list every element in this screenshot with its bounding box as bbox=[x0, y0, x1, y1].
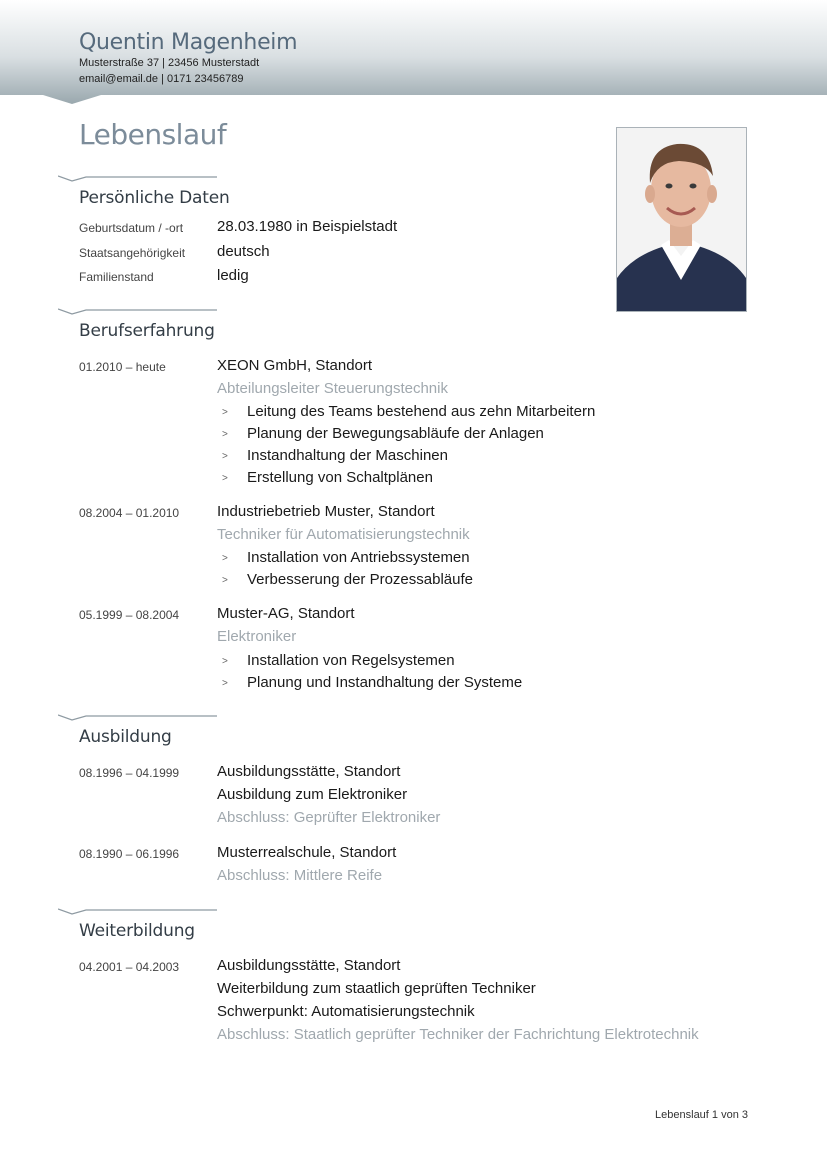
experience-bullet: Verbesserung der Prozessabläufe bbox=[247, 571, 473, 588]
document-title: Lebenslauf bbox=[79, 118, 227, 151]
portrait-photo bbox=[616, 127, 747, 312]
education-period: 08.1996 – 04.1999 bbox=[79, 766, 180, 780]
education-result: Abschluss: Mittlere Reife bbox=[217, 867, 383, 884]
label-marital-status: Familienstand bbox=[79, 270, 154, 284]
bullet-icon: > bbox=[222, 407, 228, 418]
experience-bullet: Installation von Regelsystemen bbox=[247, 652, 455, 669]
training-line: Ausbildungsstätte, Standort bbox=[217, 957, 401, 974]
address-line: Musterstraße 37 | 23456 Musterstadt bbox=[79, 57, 260, 69]
bullet-icon: > bbox=[222, 451, 228, 462]
experience-period: 08.2004 – 01.2010 bbox=[79, 506, 180, 520]
section-divider bbox=[58, 307, 218, 317]
section-divider bbox=[58, 907, 218, 917]
experience-bullet: Installation von Antriebssystemen bbox=[247, 549, 470, 566]
training-result: Abschluss: Staatlich geprüfter Techniker der Fachrichtung Elektrotechnik bbox=[217, 1026, 699, 1043]
value-marital-status: ledig bbox=[217, 267, 249, 284]
experience-bullet: Planung der Bewegungsabläufe der Anlagen bbox=[247, 425, 544, 442]
label-nationality: Staatsangehörigkeit bbox=[79, 246, 186, 260]
bullet-icon: > bbox=[222, 429, 228, 440]
section-title-personal: Persönliche Daten bbox=[79, 188, 230, 208]
section-title-training: Weiterbildung bbox=[79, 921, 195, 941]
value-nationality: deutsch bbox=[217, 243, 270, 260]
experience-role: Techniker für Automatisierungstechnik bbox=[217, 526, 470, 543]
experience-role: Elektroniker bbox=[217, 628, 297, 645]
experience-company: Muster-AG, Standort bbox=[217, 605, 355, 622]
experience-role: Abteilungsleiter Steuerungstechnik bbox=[217, 380, 448, 397]
experience-company: XEON GmbH, Standort bbox=[217, 357, 373, 374]
page-footer: Lebenslauf 1 von 3 bbox=[655, 1109, 748, 1121]
bullet-icon: > bbox=[222, 678, 228, 689]
education-line: Ausbildungsstätte, Standort bbox=[217, 763, 401, 780]
experience-bullet: Instandhaltung der Maschinen bbox=[247, 447, 448, 464]
education-result: Abschluss: Geprüfter Elektroniker bbox=[217, 809, 441, 826]
education-period: 08.1990 – 06.1996 bbox=[79, 847, 180, 861]
training-line: Schwerpunkt: Automatisierungstechnik bbox=[217, 1003, 475, 1020]
bullet-icon: > bbox=[222, 473, 228, 484]
education-line: Musterrealschule, Standort bbox=[217, 844, 397, 861]
section-divider bbox=[58, 713, 218, 723]
experience-company: Industriebetrieb Muster, Standort bbox=[217, 503, 435, 520]
experience-bullet: Erstellung von Schaltplänen bbox=[247, 469, 433, 486]
training-line: Weiterbildung zum staatlich geprüften Techniker bbox=[217, 980, 536, 997]
contact-line: email@email.de | 0171 23456789 bbox=[79, 73, 244, 85]
value-birth: 28.03.1980 in Beispielstadt bbox=[217, 218, 398, 235]
section-title-experience: Berufserfahrung bbox=[79, 321, 215, 341]
education-line: Ausbildung zum Elektroniker bbox=[217, 786, 408, 803]
label-birth: Geburtsdatum / -ort bbox=[79, 221, 184, 235]
experience-bullet: Planung und Instandhaltung der Systeme bbox=[247, 674, 523, 691]
section-divider bbox=[58, 174, 218, 184]
training-period: 04.2001 – 04.2003 bbox=[79, 960, 180, 974]
applicant-name: Quentin Magenheim bbox=[79, 30, 298, 55]
bullet-icon: > bbox=[222, 656, 228, 667]
experience-bullet: Leitung des Teams bestehend aus zehn Mitarbeitern bbox=[247, 403, 596, 420]
section-title-education: Ausbildung bbox=[79, 727, 172, 747]
bullet-icon: > bbox=[222, 553, 228, 564]
experience-period: 05.1999 – 08.2004 bbox=[79, 608, 180, 622]
bullet-icon: > bbox=[222, 575, 228, 586]
experience-period: 01.2010 – heute bbox=[79, 360, 166, 374]
